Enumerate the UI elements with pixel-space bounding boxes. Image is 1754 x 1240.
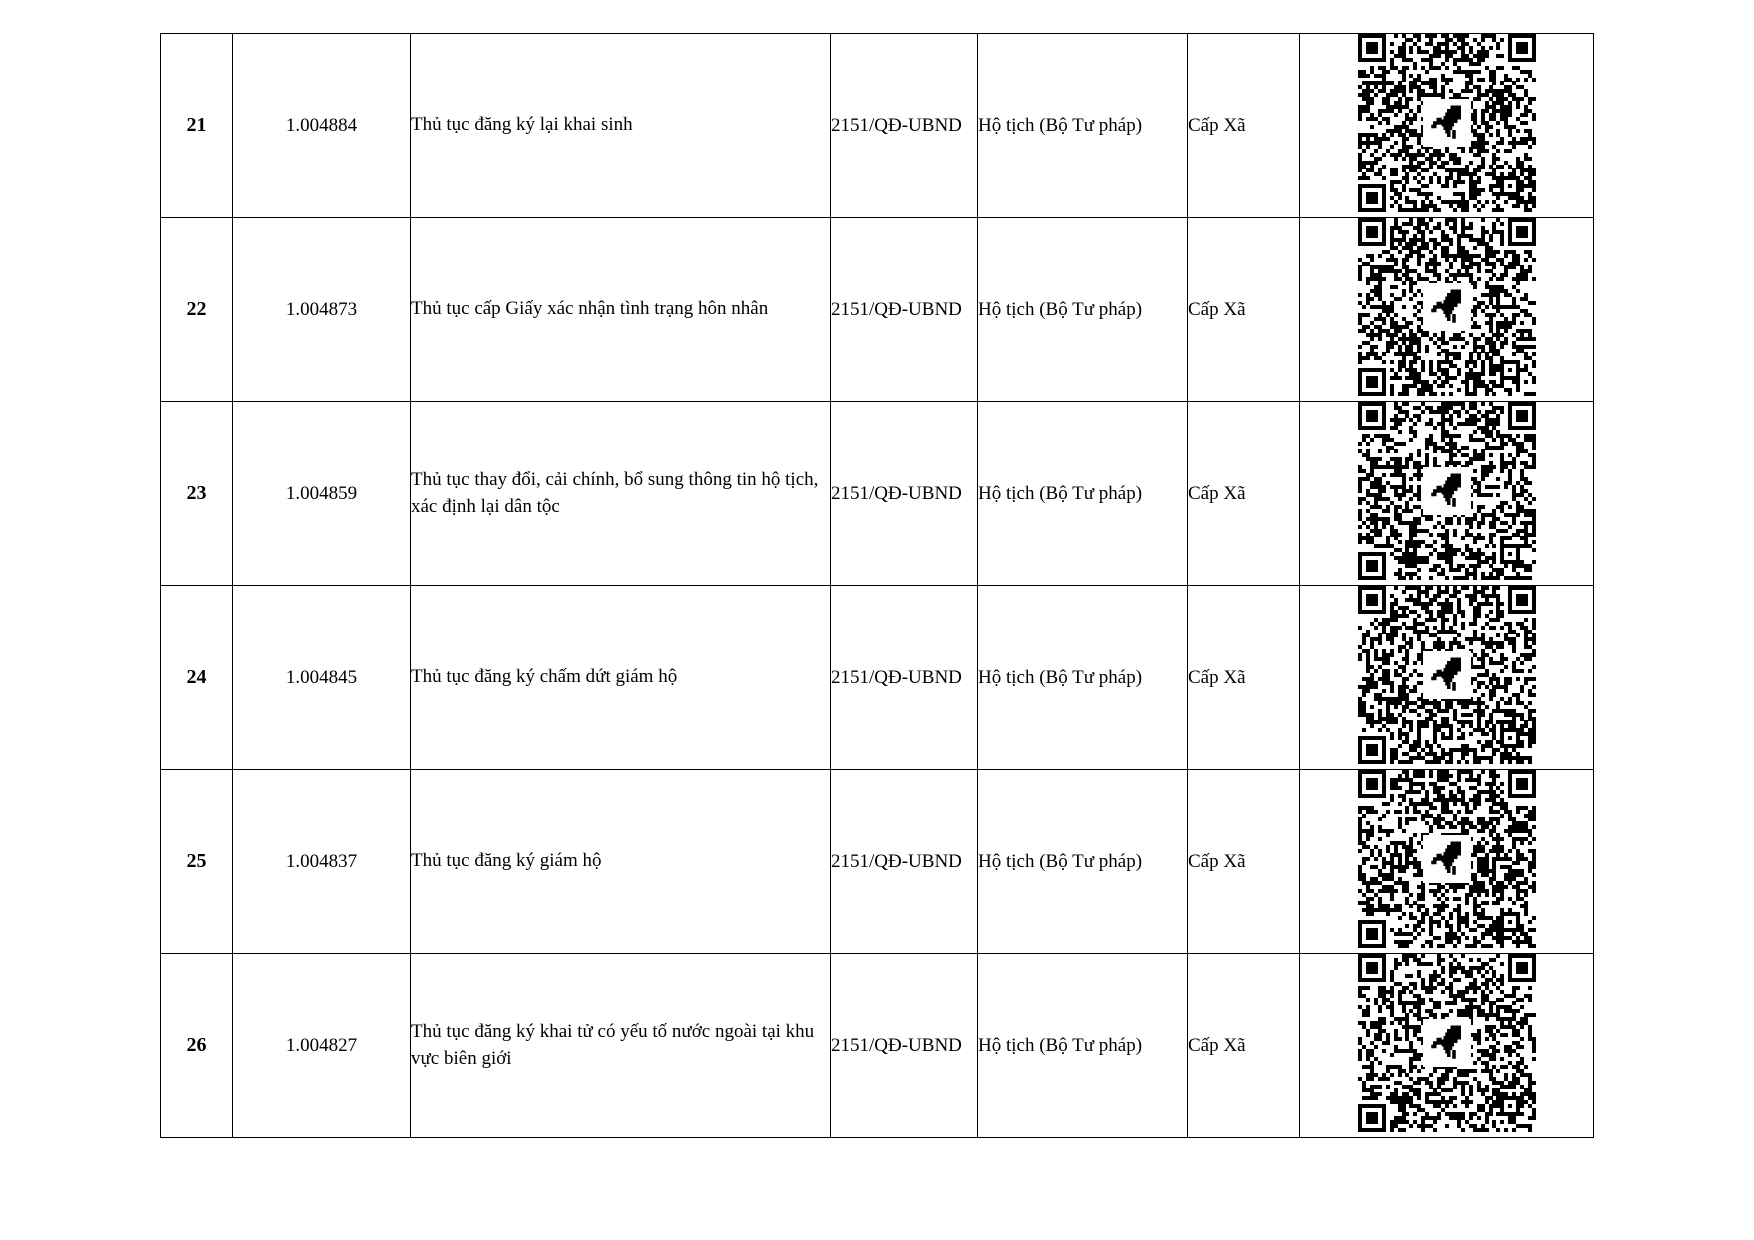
procedure-field: Hộ tịch (Bộ Tư pháp) xyxy=(978,402,1188,586)
dino-logo-icon xyxy=(1426,286,1468,328)
procedure-field: Hộ tịch (Bộ Tư pháp) xyxy=(978,770,1188,954)
qr-cell xyxy=(1300,586,1594,770)
procedure-field: Hộ tịch (Bộ Tư pháp) xyxy=(978,34,1188,218)
qr-code-icon xyxy=(1358,954,1536,1132)
row-index: 23 xyxy=(161,402,233,586)
dino-logo-icon xyxy=(1426,654,1468,696)
row-index: 22 xyxy=(161,218,233,402)
decision-number: 2151/QĐ-UBND xyxy=(831,954,978,1138)
procedure-name: Thủ tục cấp Giấy xác nhận tình trạng hôn nhân xyxy=(411,218,831,402)
qr-cell xyxy=(1300,954,1594,1138)
procedure-name: Thủ tục đăng ký chấm dứt giám hộ xyxy=(411,586,831,770)
qr-cell xyxy=(1300,218,1594,402)
procedure-code: 1.004837 xyxy=(233,770,411,954)
procedure-level: Cấp Xã xyxy=(1188,770,1300,954)
row-index: 25 xyxy=(161,770,233,954)
dino-logo-icon xyxy=(1426,1022,1468,1064)
procedure-level: Cấp Xã xyxy=(1188,954,1300,1138)
procedure-field: Hộ tịch (Bộ Tư pháp) xyxy=(978,218,1188,402)
dino-logo-icon xyxy=(1426,102,1468,144)
qr-code-icon xyxy=(1358,34,1536,212)
qr-code-icon xyxy=(1358,770,1536,948)
decision-number: 2151/QĐ-UBND xyxy=(831,218,978,402)
procedure-code: 1.004827 xyxy=(233,954,411,1138)
row-index: 21 xyxy=(161,34,233,218)
table-row xyxy=(161,34,1594,218)
procedure-level: Cấp Xã xyxy=(1188,402,1300,586)
decision-number: 2151/QĐ-UBND xyxy=(831,402,978,586)
procedure-code: 1.004859 xyxy=(233,402,411,586)
qr-cell xyxy=(1300,770,1594,954)
row-index: 26 xyxy=(161,954,233,1138)
procedure-field: Hộ tịch (Bộ Tư pháp) xyxy=(978,954,1188,1138)
qr-code-icon xyxy=(1358,218,1536,396)
procedure-code: 1.004845 xyxy=(233,586,411,770)
procedure-name: Thủ tục đăng ký khai tử có yếu tố nước ngoài tại khu vực biên giới xyxy=(411,954,831,1138)
procedure-table-wrapper xyxy=(160,33,1593,1138)
qr-code-icon xyxy=(1358,402,1536,580)
table-body xyxy=(161,34,1594,1138)
procedure-table xyxy=(160,33,1594,1138)
qr-code-icon xyxy=(1358,586,1536,764)
procedure-level: Cấp Xã xyxy=(1188,218,1300,402)
procedure-name: Thủ tục đăng ký giám hộ xyxy=(411,770,831,954)
row-index: 24 xyxy=(161,586,233,770)
decision-number: 2151/QĐ-UBND xyxy=(831,586,978,770)
table-row xyxy=(161,586,1594,770)
procedure-name: Thủ tục đăng ký lại khai sinh xyxy=(411,34,831,218)
decision-number: 2151/QĐ-UBND xyxy=(831,770,978,954)
procedure-level: Cấp Xã xyxy=(1188,34,1300,218)
qr-cell xyxy=(1300,402,1594,586)
table-row xyxy=(161,954,1594,1138)
procedure-code: 1.004884 xyxy=(233,34,411,218)
table-row xyxy=(161,770,1594,954)
table-row xyxy=(161,402,1594,586)
procedure-field: Hộ tịch (Bộ Tư pháp) xyxy=(978,586,1188,770)
qr-cell xyxy=(1300,34,1594,218)
procedure-code: 1.004873 xyxy=(233,218,411,402)
table-row xyxy=(161,218,1594,402)
procedure-name: Thủ tục thay đổi, cải chính, bổ sung thông tin hộ tịch, xác định lại dân tộc xyxy=(411,402,831,586)
procedure-level: Cấp Xã xyxy=(1188,586,1300,770)
decision-number: 2151/QĐ-UBND xyxy=(831,34,978,218)
dino-logo-icon xyxy=(1426,838,1468,880)
dino-logo-icon xyxy=(1426,470,1468,512)
